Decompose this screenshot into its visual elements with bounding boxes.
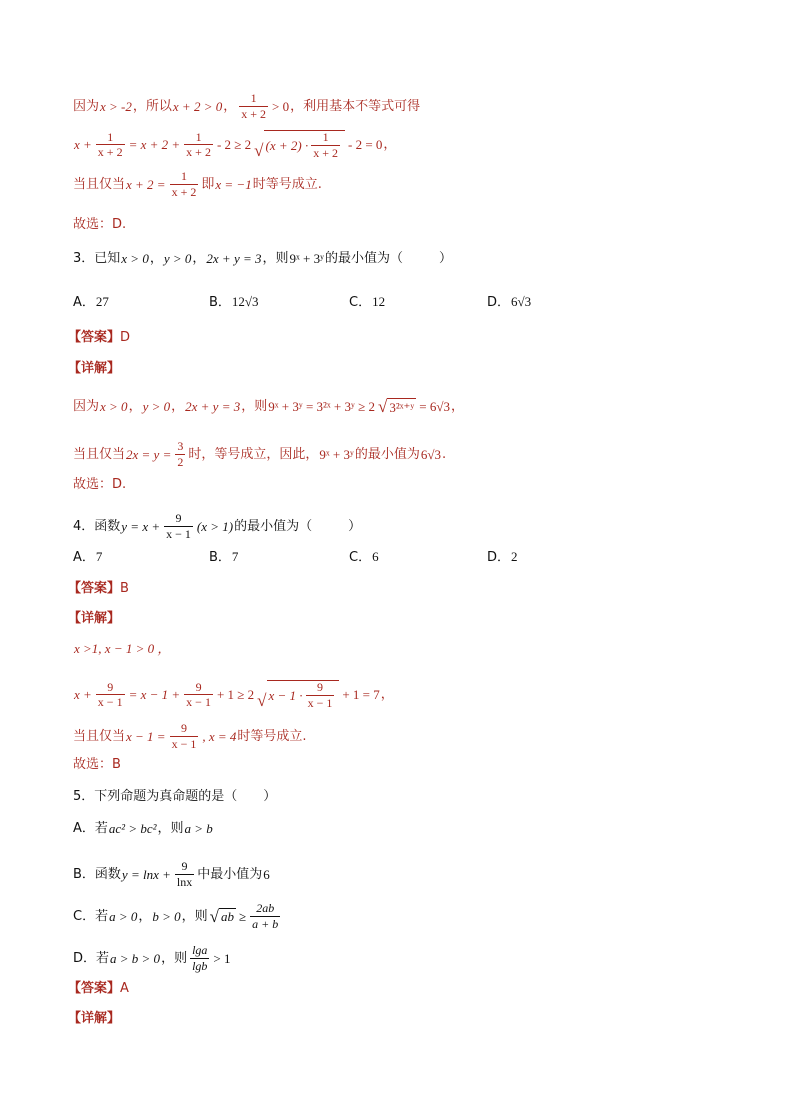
question-3-answer <box>68 331 760 344</box>
text: ，则 <box>157 821 184 836</box>
text: ，所以 <box>132 98 172 114</box>
text: 3．已知 <box>73 251 121 266</box>
question-4-detail-1 <box>73 642 760 655</box>
text: 的最小值为 <box>354 446 420 462</box>
text: 4．函数 <box>73 518 121 534</box>
question-3-options <box>73 295 760 309</box>
detail-tag: 【详解】 <box>68 361 121 376</box>
sqrt: √ 3²ˣ⁺ʸ <box>378 397 415 416</box>
math: 6√3 <box>420 446 441 462</box>
question-4-detail-2 <box>73 680 760 709</box>
math: x >1, x − 1 > 0 ， <box>74 641 171 656</box>
text: 5．下列命题为真命题的是（ <box>73 789 238 804</box>
question-4-detail-tag <box>68 612 760 625</box>
text: ， <box>128 399 142 414</box>
text: 故选：D. <box>73 477 127 492</box>
text: ，则 <box>161 950 188 966</box>
text: 因为 <box>73 399 100 414</box>
sqrt: √ x − 1 · $\frac{9}{x - 1}$ <box>257 680 339 709</box>
option-c[interactable]: C．6 <box>349 549 379 565</box>
math: = x + 2 + <box>128 137 181 153</box>
text: 当且仅当 <box>73 446 126 462</box>
math: 2x = y = <box>126 446 172 462</box>
text: 时等号成立. <box>252 176 322 192</box>
math: (x > 1) <box>196 518 234 534</box>
question-4-detail-4 <box>73 758 760 771</box>
math: b > 0 <box>152 908 181 924</box>
fraction: $\frac{9}{x - 1}$ <box>171 721 197 751</box>
math: x = −1 <box>215 176 252 192</box>
math: 2x + y = 3 <box>206 251 262 266</box>
option-d[interactable]: D．6√3 <box>487 294 532 310</box>
fraction: $\frac{9}{x - 1}$ <box>186 679 211 710</box>
detail-tag: 【详解】 <box>68 611 121 626</box>
math: x > 0 <box>121 251 149 266</box>
text: 因为 <box>73 98 100 114</box>
text: . <box>441 446 447 462</box>
math: 6 <box>263 866 270 882</box>
math: = 6√3 <box>419 399 450 414</box>
math: a > b > 0 <box>110 950 161 966</box>
text: 时，等号成立，因此， <box>188 446 319 462</box>
question-5-option-a[interactable] <box>73 822 760 835</box>
text: B．函数 <box>73 866 121 882</box>
question-3-detail-tag <box>68 362 760 375</box>
answer-tag: 【答案】 <box>68 981 121 996</box>
math: > 1 <box>213 950 231 966</box>
text: ， <box>192 251 206 266</box>
fraction: $\frac{3}{2}$ <box>177 439 184 469</box>
fraction: $\frac{1}{x + 2}$ <box>171 169 197 199</box>
math: + 1 ≥ 2 <box>216 687 255 703</box>
text: A．若 <box>73 821 108 836</box>
question-5-answer <box>68 982 760 995</box>
answer-value: D <box>120 330 131 345</box>
fraction: $\frac{9}{x - 1}$ <box>97 679 123 710</box>
math: - 2 = 0 <box>348 137 383 153</box>
option-a[interactable]: A．7 <box>73 549 103 565</box>
paren-close: ） <box>348 518 362 534</box>
answer-value: B <box>120 581 129 596</box>
answer-value: A <box>120 981 129 996</box>
question-4-answer <box>68 582 760 595</box>
paren-close: ） <box>263 789 277 804</box>
text: ， <box>171 399 185 414</box>
fraction: $\frac{1}{x + 2}$ <box>241 91 267 121</box>
question-5-option-d[interactable] <box>73 944 760 972</box>
option-a[interactable]: A．27 <box>73 294 109 310</box>
question-4-stem <box>73 512 760 540</box>
math: , x = 4 <box>202 728 237 744</box>
text: 的最小值为（ <box>324 251 403 266</box>
math: 9ˣ + 3ʸ <box>319 446 354 462</box>
math: ≥ <box>239 908 247 924</box>
math: = x − 1 + <box>128 687 181 703</box>
text: ，利用基本不等式可得 <box>290 98 421 114</box>
text: 当且仅当 <box>73 728 126 744</box>
text: ，则 <box>241 399 268 414</box>
question-5-option-b[interactable] <box>73 860 760 888</box>
text: ， <box>383 137 397 153</box>
option-b[interactable]: B．12√3 <box>209 294 259 310</box>
fraction: $\frac{1}{x + 2}$ <box>186 129 211 160</box>
question-3-detail-3 <box>73 478 760 491</box>
math: x + <box>74 137 92 153</box>
math: x − 1 = <box>126 728 166 744</box>
fraction: $\frac{9}{x - 1}$ <box>166 511 191 541</box>
text: C．若 <box>73 908 109 924</box>
text: ， <box>223 98 237 114</box>
text: 故选：B <box>73 757 121 772</box>
text: 的最小值为（ <box>234 518 313 534</box>
math: x + 2 > 0 <box>172 98 223 114</box>
math: y > 0 <box>142 399 171 414</box>
fraction: $\frac{1}{x + 2}$ <box>97 129 123 160</box>
text: D．若 <box>73 950 110 966</box>
option-b[interactable]: B．7 <box>209 549 239 565</box>
solution-line-3 <box>73 170 760 198</box>
question-4-detail-3 <box>73 722 760 750</box>
math: y = lnx + <box>121 866 171 882</box>
text: ，则 <box>181 908 208 924</box>
sqrt: √ (x + 2) · $\frac{1}{x + 2}$ <box>254 130 345 159</box>
paren-close: ） <box>438 251 452 266</box>
solution-line-1 <box>73 92 760 120</box>
detail-tag: 【详解】 <box>68 1011 121 1026</box>
solution-line-2 <box>73 130 760 159</box>
answer-tag: 【答案】 <box>68 581 121 596</box>
sqrt: √ ab <box>209 906 235 926</box>
math: x > -2 <box>100 98 132 114</box>
text: ， <box>149 251 163 266</box>
question-3-stem <box>73 252 760 265</box>
math: a > 0 <box>109 908 138 924</box>
text: 即 <box>201 176 215 192</box>
text: 中最小值为 <box>197 866 263 882</box>
text: 当且仅当 <box>73 176 126 192</box>
math: - 2 ≥ 2 <box>216 137 252 153</box>
math: 9ˣ + 3ʸ <box>289 251 324 266</box>
question-5-option-c[interactable] <box>73 902 760 930</box>
fraction: $\frac{9}{\ln x}$ <box>176 859 193 889</box>
answer-tag: 【答案】 <box>68 330 121 345</box>
option-c[interactable]: C．12 <box>349 294 386 310</box>
math: x > 0 <box>100 399 128 414</box>
question-3-detail-1 <box>73 398 760 415</box>
text: ，则 <box>262 251 289 266</box>
math: a > b <box>184 821 213 836</box>
math: 9ˣ + 3ʸ = 3²ˣ + 3ʸ ≥ 2 <box>268 399 376 414</box>
math: x + <box>74 687 92 703</box>
math: + 1 = 7 <box>342 687 380 703</box>
text: ， <box>380 687 394 703</box>
math: 2x + y = 3 <box>185 399 241 414</box>
question-5-detail-tag <box>68 1012 760 1025</box>
text: 故选：D. <box>73 217 127 232</box>
solution-line-4 <box>73 218 760 231</box>
math: > 0 <box>272 98 290 114</box>
option-d[interactable]: D．2 <box>487 549 518 565</box>
question-5-stem <box>73 790 760 803</box>
fraction: $\frac{2ab}{a + b}$ <box>252 901 279 931</box>
math: ac² > bc² <box>108 821 157 836</box>
fraction: $\frac{\lg a}{\lg b}$ <box>192 943 208 973</box>
math: y = x + <box>121 518 161 534</box>
text: ， <box>138 908 152 924</box>
question-3-detail-2 <box>73 440 760 468</box>
question-4-options <box>73 550 760 564</box>
text: ， <box>450 399 464 414</box>
math: x + 2 = <box>126 176 166 192</box>
text: 时等号成立. <box>237 728 307 744</box>
math: y > 0 <box>163 251 192 266</box>
